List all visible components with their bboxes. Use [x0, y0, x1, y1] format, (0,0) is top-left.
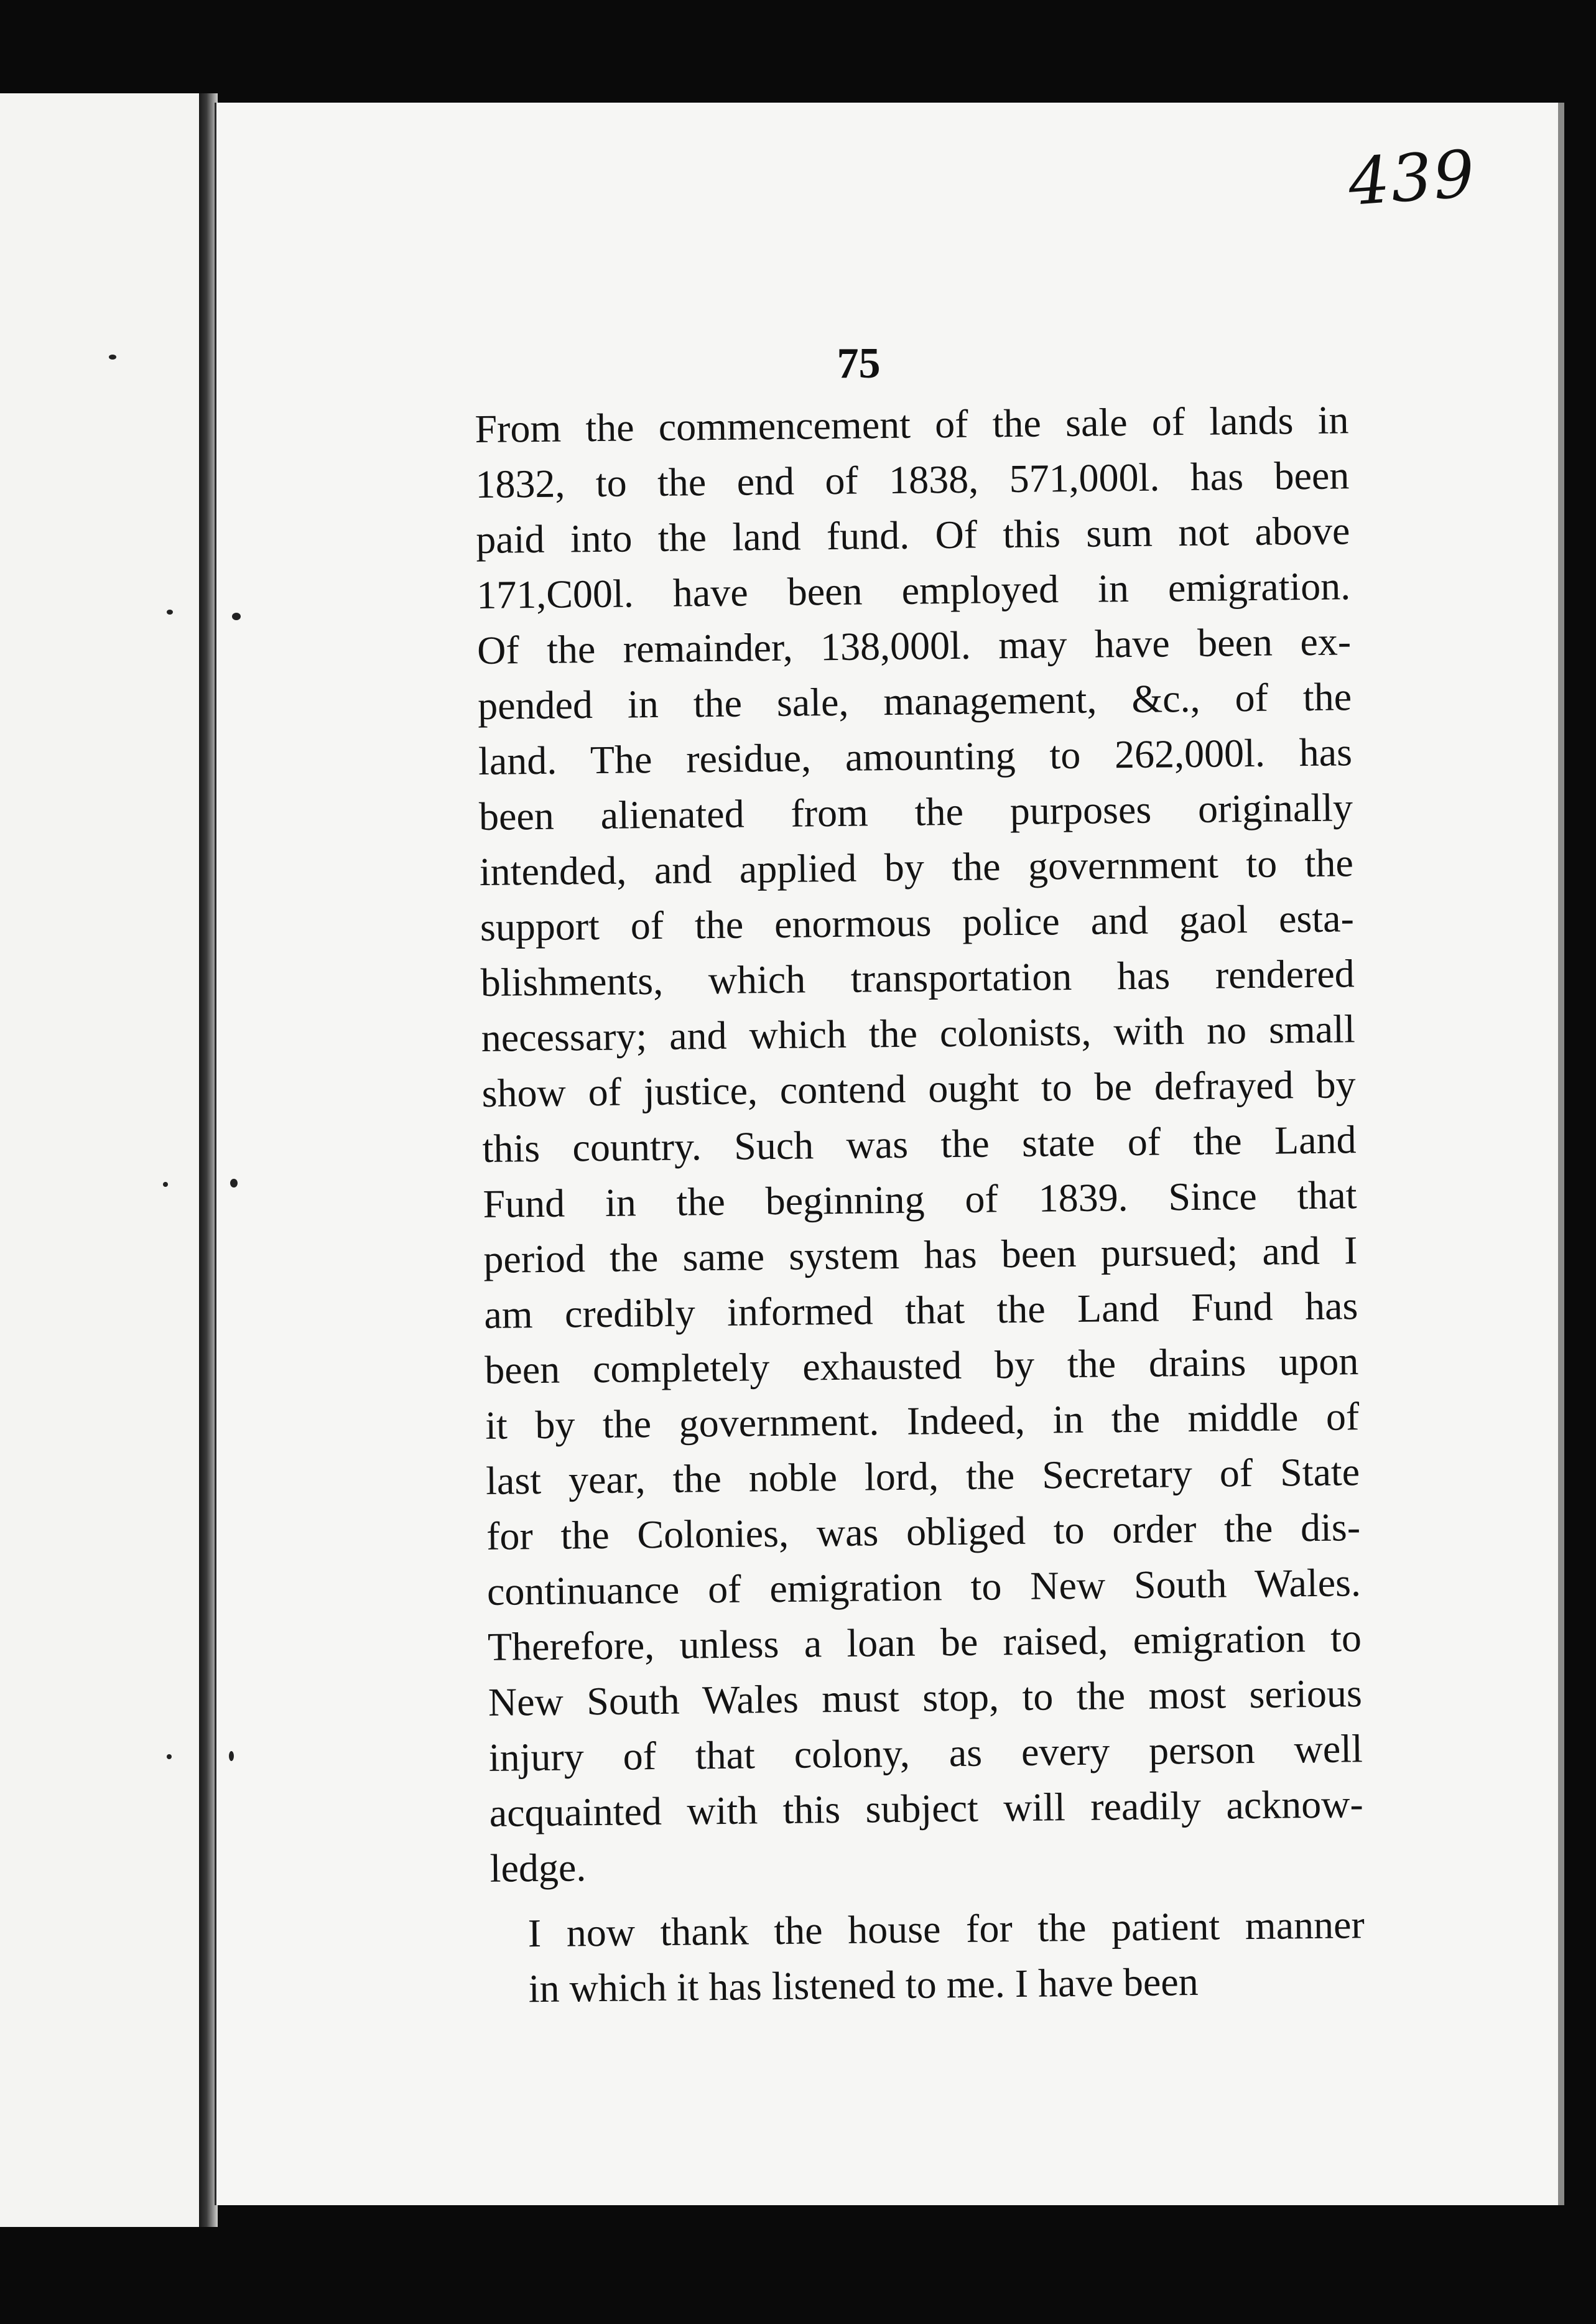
left-page-edge	[0, 93, 199, 2227]
text-line: Of the remainder, 138,000l. may have been ex-	[476, 619, 1352, 672]
text-line: show of justice, contend ought to be defrayed by	[481, 1062, 1356, 1115]
speck	[229, 1751, 234, 1761]
text-line: been alienated from the purposes originally	[478, 785, 1353, 839]
text-line: Fund in the beginning of 1839. Since that	[483, 1173, 1357, 1226]
paragraph-2	[490, 1897, 1365, 2017]
page-number: 75	[837, 340, 881, 388]
text-line: pended in the sale, management, &c., of the	[477, 674, 1352, 728]
text-line: ledge.	[489, 1845, 587, 1890]
text-line: blishments, which transportation has rendered	[480, 951, 1355, 1005]
page-edge	[1558, 103, 1564, 2205]
text-line: intended, and applied by the government to the	[479, 840, 1354, 894]
text-line: 1832, to the end of 1838, 571,000l. has been	[475, 453, 1350, 506]
text-line: last year, the noble lord, the Secretary of State	[485, 1449, 1360, 1503]
speck	[167, 1754, 172, 1759]
text-line: in which it has listened to me. I have been	[528, 1959, 1199, 2011]
speck	[163, 1182, 168, 1187]
text-line: it by the government. Indeed, in the middle of	[485, 1394, 1360, 1448]
speck	[232, 613, 241, 620]
handwritten-folio-number: 439	[1346, 136, 1479, 220]
text-line: been completely exhausted by the drains upon	[484, 1339, 1359, 1392]
speck	[167, 610, 173, 615]
text-line: necessary; and which the colonists, with no small	[481, 1006, 1356, 1060]
text-line: land. The residue, amounting to 262,000l. has	[478, 730, 1353, 783]
text-line: paid into the land fund. Of this sum not above	[475, 508, 1350, 562]
text-line: am credibly informed that the Land Fund has	[484, 1283, 1358, 1337]
text-line: injury of that colony, as every person well	[488, 1726, 1363, 1780]
paragraph-1	[475, 392, 1364, 1896]
text-line: period the same system has been pursued; and I	[483, 1228, 1358, 1281]
text-line: New South Wales must stop, to the most serious	[488, 1671, 1363, 1724]
speck	[230, 1179, 238, 1188]
text-line: Therefore, unless a loan be raised, emigration to	[487, 1615, 1362, 1669]
right-page	[215, 103, 1563, 2205]
text-line: this country. Such was the state of the Land	[482, 1117, 1357, 1171]
text-line: acquainted with this subject will readily acknow-	[489, 1782, 1364, 1835]
text-line: From the commencement of the sale of lands in	[475, 397, 1349, 451]
text-line: I now thank the house for the patient manner	[527, 1902, 1365, 1956]
text-line: continuance of emigration to New South Wales.	[486, 1560, 1362, 1614]
body-text	[475, 392, 1365, 2017]
text-line: 171,C00l. have been employed in emigration.	[476, 564, 1351, 617]
text-line: for the Colonies, was obliged to order the dis-	[486, 1505, 1361, 1558]
text-line: support of the enormous police and gaol esta-	[480, 896, 1355, 949]
speck	[109, 355, 116, 360]
